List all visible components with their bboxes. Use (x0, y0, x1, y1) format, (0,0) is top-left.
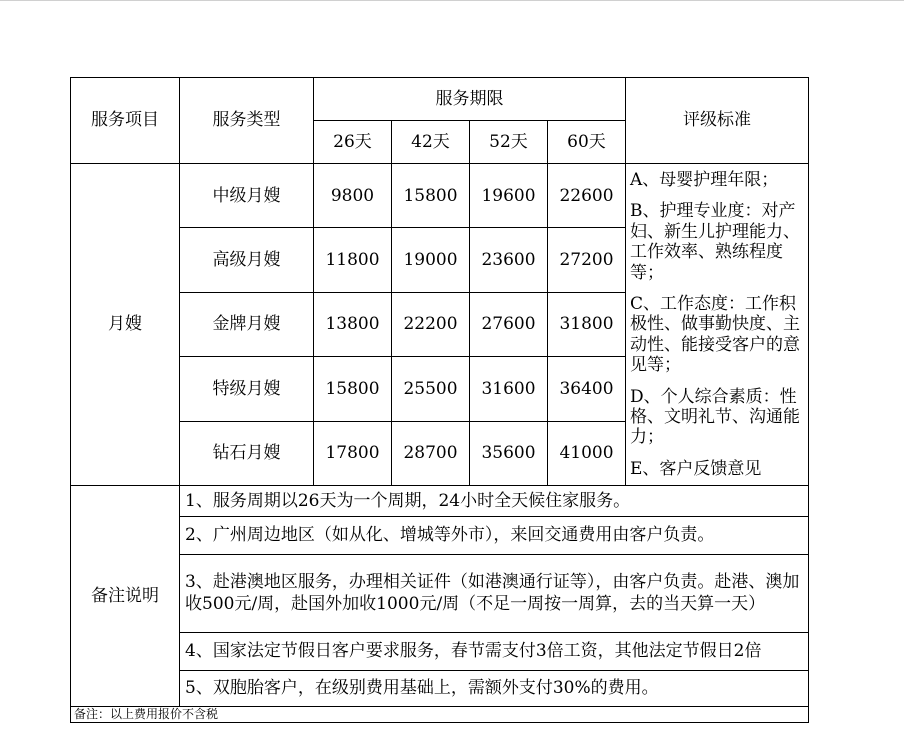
service-type-cell: 金牌月嫂 (180, 292, 314, 356)
category-cell: 月嫂 (71, 164, 180, 486)
service-type-cell: 特级月嫂 (180, 357, 314, 421)
header-service-type: 服务类型 (180, 78, 314, 164)
price-cell: 35600 (470, 421, 548, 485)
criteria-item: E、客户反馈意见 (630, 458, 762, 479)
note-item: 1、服务周期以26天为一个周期，24小时全天候住家服务。 (180, 486, 809, 517)
top-border-line (0, 0, 904, 1)
period-header: 52天 (470, 121, 548, 164)
price-cell: 27600 (470, 292, 548, 356)
price-cell: 15800 (392, 164, 470, 228)
service-type-cell: 钻石月嫂 (180, 421, 314, 485)
rating-criteria (626, 164, 809, 486)
price-cell: 9800 (314, 164, 392, 228)
note-row (71, 517, 809, 555)
price-cell: 25500 (392, 357, 470, 421)
price-table (70, 77, 809, 723)
header-service-period: 服务期限 (314, 78, 626, 121)
price-cell: 15800 (314, 357, 392, 421)
price-cell: 41000 (548, 421, 626, 485)
service-type-cell: 中级月嫂 (180, 164, 314, 228)
header-rating-standard: 评级标准 (626, 78, 809, 164)
price-cell: 19600 (470, 164, 548, 228)
footer-note: 备注：以上费用报价不含税 (71, 707, 809, 723)
price-cell: 22600 (548, 164, 626, 228)
criteria-item: C、工作态度：工作积极性、做事勤快度、主动性、能接受客户的意见等； (630, 293, 800, 376)
header-service-item: 服务项目 (71, 78, 180, 164)
price-cell: 19000 (392, 228, 470, 292)
note-row (71, 486, 809, 517)
period-header: 60天 (548, 121, 626, 164)
price-cell: 31600 (470, 357, 548, 421)
note-item: 4、国家法定节假日客户要求服务，春节需支付3倍工资，其他法定节假日2倍 (180, 633, 809, 671)
price-cell: 31800 (548, 292, 626, 356)
note-row (71, 633, 809, 671)
period-header: 26天 (314, 121, 392, 164)
table-row (71, 164, 809, 228)
price-cell: 27200 (548, 228, 626, 292)
note-row (71, 671, 809, 707)
notes-label: 备注说明 (71, 486, 180, 707)
price-cell: 13800 (314, 292, 392, 356)
price-cell: 17800 (314, 421, 392, 485)
price-cell: 36400 (548, 357, 626, 421)
price-cell: 22200 (392, 292, 470, 356)
price-cell: 23600 (470, 228, 548, 292)
service-type-cell: 高级月嫂 (180, 228, 314, 292)
note-row (71, 555, 809, 633)
note-item: 2、广州周边地区（如从化、增城等外市），来回交通费用由客户负责。 (180, 517, 809, 555)
criteria-item: B、护理专业度：对产妇、新生儿护理能力、工作效率、熟练程度等； (630, 201, 800, 283)
note-item: 3、赴港澳地区服务，办理相关证件（如港澳通行证等），由客户负责。赴港、澳加收500元/周，赴国外加收1000元/周（不足一周按一周算，去的当天算一天） (180, 555, 809, 633)
footer-row (71, 707, 809, 723)
criteria-item: D、个人综合素质：性格、文明礼节、沟通能力； (630, 386, 800, 448)
criteria-item: A、母婴护理年限； (630, 170, 779, 190)
price-cell: 11800 (314, 228, 392, 292)
period-header: 42天 (392, 121, 470, 164)
note-item: 5、双胞胎客户，在级别费用基础上，需额外支付30%的费用。 (180, 671, 809, 707)
price-cell: 28700 (392, 421, 470, 485)
